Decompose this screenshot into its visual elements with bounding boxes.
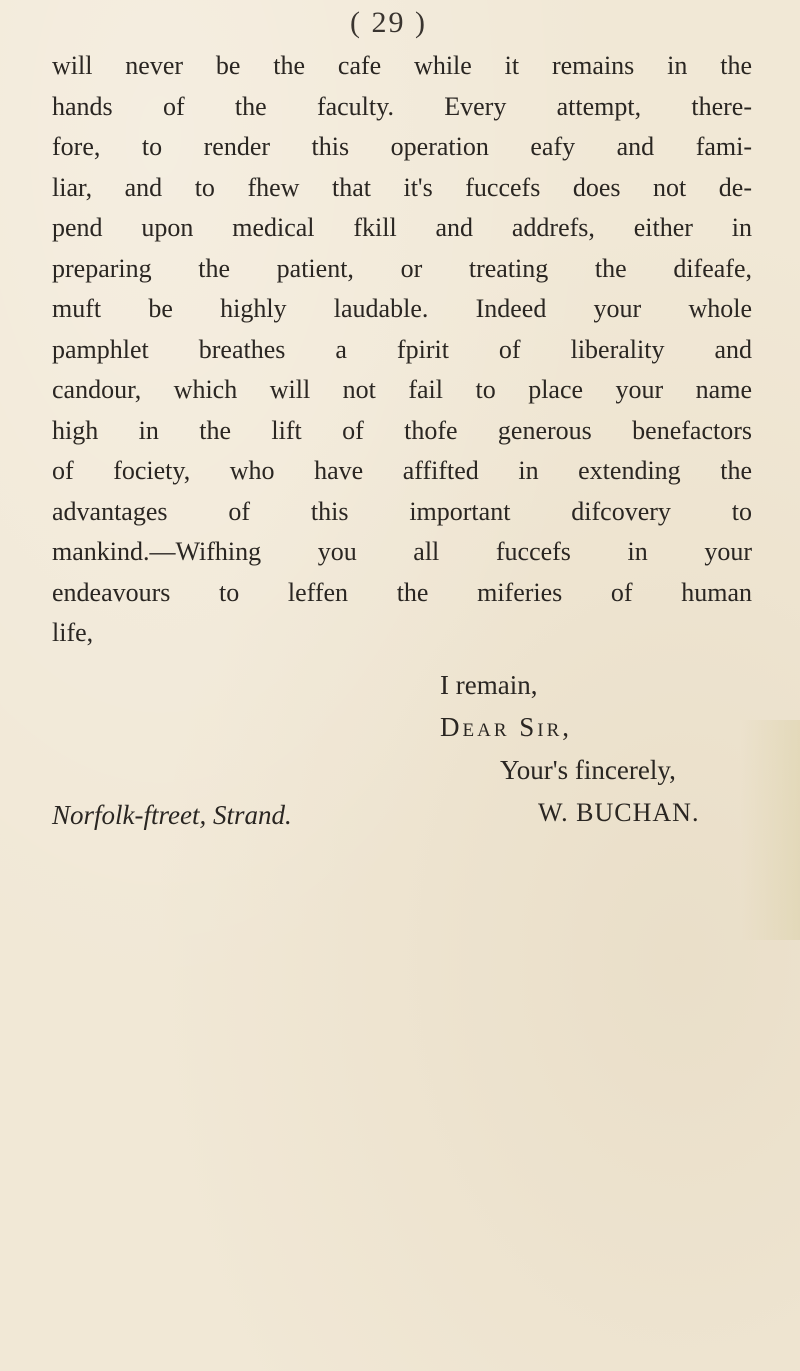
sender-address: Norfolk-ftreet, Strand.: [52, 800, 292, 830]
valediction: Your's fincerely,: [500, 755, 676, 785]
body-line: of fociety, who have affifted in extending the: [52, 456, 752, 485]
body-line: mankind.—Wifhing you all fuccefs in your: [52, 537, 752, 566]
letter-body: [52, 46, 752, 654]
body-line: muft be highly laudable. Indeed your whole: [52, 294, 752, 323]
page-number: ( 29 ): [350, 6, 427, 39]
body-line: pamphlet breathes a fpirit of liberality and: [52, 334, 752, 364]
body-line: preparing the patient, or treating the difeafe,: [52, 253, 752, 283]
signature: W. BUCHAN.: [538, 798, 700, 827]
body-line: high in the lift of thofe generous benefactors: [52, 415, 752, 445]
body-line: advantages of this important difcovery to: [52, 496, 752, 526]
salutation: Dear Sir,: [440, 712, 573, 742]
body-line: endeavours to leffen the miferies of human: [52, 577, 752, 607]
body-line: life,: [52, 618, 94, 647]
body-line: candour, which will not fail to place your name: [52, 375, 752, 404]
body-line: fore, to render this operation eafy and fami-: [52, 132, 752, 161]
closing-remain: I remain,: [440, 670, 538, 700]
body-line: will never be the cafe while it remains in the: [52, 51, 752, 80]
body-line: pend upon medical fkill and addrefs, either in: [52, 213, 752, 242]
body-line: hands of the faculty. Every attempt, there-: [52, 91, 752, 121]
body-line: liar, and to fhew that it's fuccefs does not de-: [52, 172, 752, 202]
paper-stain: [740, 720, 800, 940]
